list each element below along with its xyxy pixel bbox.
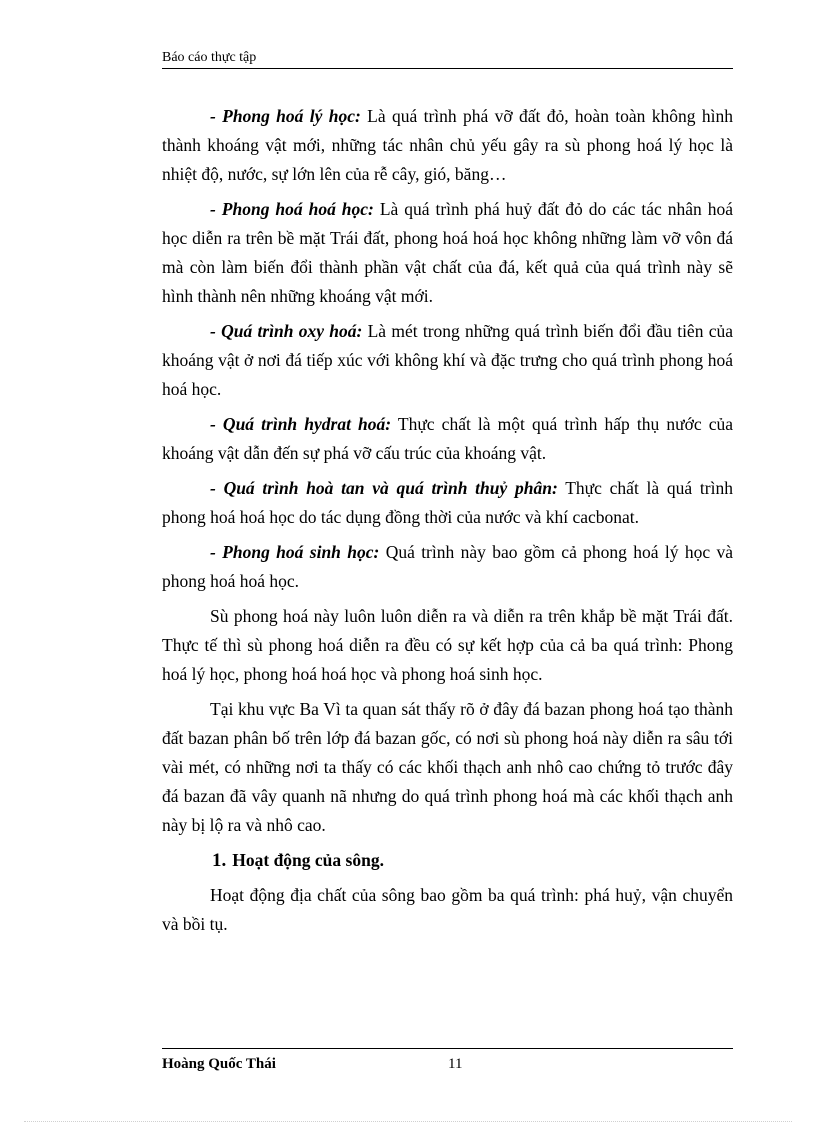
- page-number: 11: [448, 1056, 463, 1072]
- term-label: - Quá trình hoà tan và quá trình thuỷ phân:: [210, 478, 558, 498]
- term-label: - Phong hoá sinh học:: [210, 542, 380, 562]
- footer-author: Hoàng Quốc Thái: [162, 1056, 276, 1072]
- paragraph-ba-vi: [162, 695, 733, 840]
- term-label: - Quá trình hydrat hoá:: [210, 414, 392, 434]
- section-title: Hoạt động của sông.: [232, 850, 384, 870]
- paragraph-hoa-tan-thuy-phan: [162, 474, 733, 532]
- page-header: Báo cáo thực tập: [162, 50, 257, 65]
- paragraph-oxy-hoa: [162, 317, 733, 404]
- paragraph-text: Hoạt động địa chất của sông bao gồm ba quá trình: phá huỷ, vận chuyển và bồi tụ.: [162, 885, 733, 934]
- document-body: [162, 102, 733, 945]
- paragraph-song: [162, 881, 733, 939]
- paragraph-text: Là quá trình phá vỡ đất đỏ, hoàn toàn không hình thành khoáng vật mới, những tác nhân chủ yếu gây ra sù phong hoá lý học là nhiệt độ, nước, sự lớn lên của rễ cây, gió, băng…: [162, 106, 733, 184]
- section-heading: [162, 846, 733, 875]
- footer-divider: [162, 1048, 733, 1049]
- page-edge: [24, 1121, 792, 1122]
- paragraph-phong-hoa-sinh-hoc: [162, 538, 733, 596]
- paragraph-text: Tại khu vực Ba Vì ta quan sát thấy rõ ở đây đá bazan phong hoá tạo thành đất bazan phân bố trên lớp đá bazan gốc, có nơi sù phong hoá này diễn ra sâu tới vài mét, có những nơi ta thấy có các khối thạch anh nhô cao chứng tỏ trước đây đá bazan đã vây quanh nã nhưng do quá trình phong hoá mà các khối thạch anh này bị lộ ra và nhô cao.: [162, 699, 733, 835]
- term-label: - Phong hoá lý học:: [210, 106, 361, 126]
- paragraph-summary: [162, 602, 733, 689]
- paragraph-text: Là mét trong những quá trình biến đổi đầu tiên của khoáng vật ở nơi đá tiếp xúc với không khí và đặc trưng cho quá trình phong hoá hoá học.: [162, 321, 733, 399]
- paragraph-phong-hoa-hoa-hoc: [162, 195, 733, 311]
- paragraph-text: Quá trình này bao gồm cả phong hoá lý học và phong hoá hoá học.: [162, 542, 733, 591]
- paragraph-text: Sù phong hoá này luôn luôn diễn ra và diễn ra trên khắp bề mặt Trái đất. Thực tế thì sù phong hoá diễn ra đều có sự kết hợp của cả ba quá trình: Phong hoá lý học, phong hoá hoá học và phong hoá sinh học.: [162, 606, 733, 684]
- paragraph-text: Là quá trình phá huỷ đất đỏ do các tác nhân hoá học diễn ra trên bề mặt Trái đất, phong hoá hoá học không những làm vỡ vôn đá mà còn làm biến đổi thành phần vật chất của đá, kết quả của quá trình này sẽ hình thành nên những khoáng vật mới.: [162, 199, 733, 306]
- term-label: - Phong hoá hoá học:: [210, 199, 374, 219]
- term-label: - Quá trình oxy hoá:: [210, 321, 363, 341]
- paragraph-hydrat-hoa: [162, 410, 733, 468]
- paragraph-text: Thực chất là một quá trình hấp thụ nước của khoáng vật dẫn đến sự phá vỡ cấu trúc của khoáng vật.: [162, 414, 733, 463]
- header-divider: [162, 68, 733, 69]
- section-number: 1.: [212, 850, 227, 871]
- paragraph-phong-hoa-ly-hoc: [162, 102, 733, 189]
- paragraph-text: Thực chất là quá trình phong hoá hoá học do tác dụng đồng thời của nước và khí cacbonat.: [162, 478, 733, 527]
